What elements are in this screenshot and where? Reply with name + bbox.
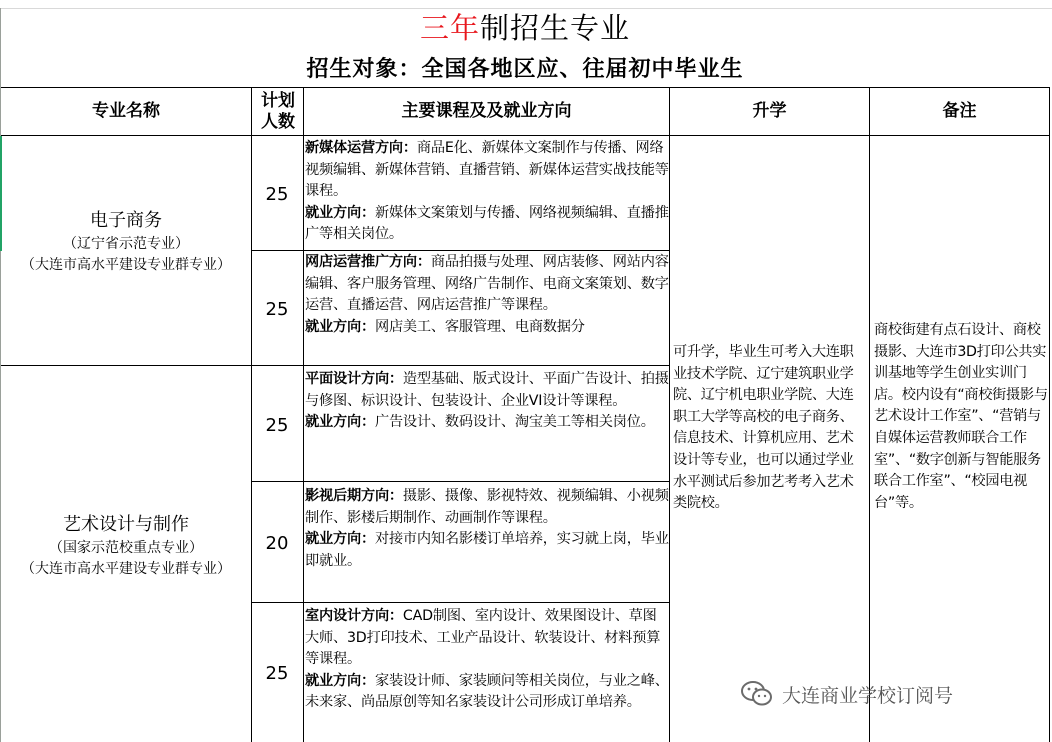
major-ecommerce xyxy=(1,208,251,276)
title-highlight: 三年 xyxy=(419,11,480,45)
wechat-watermark xyxy=(740,677,953,711)
plan-count: 20 xyxy=(265,533,289,554)
col-rule-4 xyxy=(869,87,870,742)
course-cell xyxy=(305,486,669,572)
job-label: 就业方向： xyxy=(305,531,375,548)
direction-text: 商品E化、新媒体文案制作与传播、网络视频编辑、新媒体营销、直播营销、新媒体运营实战技能等课程。 xyxy=(305,140,669,200)
direction-label: 室内设计方向： xyxy=(305,608,403,624)
direction-label: 影视后期方向： xyxy=(305,488,403,504)
major-name: 电子商务 xyxy=(90,210,162,231)
job-label: 就业方向： xyxy=(305,204,375,221)
direction-text: CAD制图、室内设计、效果图设计、草图大师、3D打印技术、工业产品设计、软装设计、材料预算等课程。 xyxy=(305,608,661,668)
direction-label: 平面设计方向： xyxy=(305,371,403,387)
direction-label: 新媒体运营方向： xyxy=(305,140,417,156)
major-name: 艺术设计与制作 xyxy=(63,514,189,535)
major-divider-rule xyxy=(1,365,670,366)
col-rule-2 xyxy=(303,87,304,742)
direction-text: 商品拍摄与处理、网店装修、网站内容编辑、客户服务管理、网络广告制作、电商文案策划、数字运营、直播运营、网店运营推广等课程。 xyxy=(305,254,669,314)
job-text: 网店美工、客服管理、电商数据分 xyxy=(374,318,585,335)
header-courses: 主要课程及及就业方向 xyxy=(401,101,572,121)
page-title xyxy=(0,8,1050,48)
direction-label: 网店运营推广方向： xyxy=(305,254,431,270)
course-cell xyxy=(305,606,669,714)
row-rule-1 xyxy=(252,250,670,251)
job-label: 就业方向： xyxy=(305,318,375,335)
course-cell xyxy=(305,252,669,338)
job-text: 新媒体文案策划与传播、网络视频编辑、直播推广等相关岗位。 xyxy=(305,204,669,243)
major-note: （大连市高水平建设专业群专业） xyxy=(21,561,231,577)
direction-text: 摄影、摄像、影视特效、视频编辑、小视频制作、影楼后期制作、动画制作等课程。 xyxy=(305,488,669,526)
plan-count: 25 xyxy=(265,184,289,205)
wechat-icon xyxy=(740,679,774,709)
major-note: （国家示范校重点专业） xyxy=(49,540,203,556)
course-cell xyxy=(305,138,669,246)
header-further-study: 升学 xyxy=(752,101,787,121)
plan-count: 25 xyxy=(265,415,289,436)
plan-count: 25 xyxy=(265,663,289,684)
header-plan: 计划人数 xyxy=(261,90,295,132)
header-remarks: 备注 xyxy=(942,101,977,121)
job-text: 广告设计、数码设计、淘宝美工等相关岗位。 xyxy=(374,414,655,431)
watermark-text: 大连商业学校订阅号 xyxy=(782,684,954,707)
course-cell xyxy=(305,369,669,434)
job-text: 对接市内知名影楼订单培养，实习就上岗，毕业即就业。 xyxy=(305,531,669,569)
col-rule-3 xyxy=(669,87,670,742)
job-label: 就业方向： xyxy=(305,672,375,689)
row-rule-3 xyxy=(252,481,670,482)
further-study-text: 可升学，毕业生可考入大连职业技术学院、辽宁建筑职业学院、辽宁机电职业学院、大连职工大学等高校的电子商务、信息技术、计算机应用、艺术设计等专业，也可以通过学业水平测试后参加艺考考入艺术类院校。 xyxy=(673,344,854,512)
job-text: 家装设计师、家装顾问等相关岗位，与业之峰、未来家、尚品原创等知名家装设计公司形成订单培养。 xyxy=(305,672,669,711)
major-note: （大连市高水平建设专业群专业） xyxy=(21,257,231,273)
row-rule-4 xyxy=(252,602,670,603)
header-major: 专业名称 xyxy=(92,101,160,121)
direction-text: 造型基础、版式设计、平面广告设计、拍摄与修图、标识设计、包装设计、企业VI设计等课程。 xyxy=(305,371,669,409)
major-note: （辽宁省示范专业） xyxy=(63,236,189,252)
plan-count: 25 xyxy=(265,299,289,320)
major-art-design xyxy=(1,512,251,580)
remarks-text: 商校街建有点石设计、商校摄影、大连市3D打印公共实训基地等学生创业实训门店。校内设有“商校街摄影与艺术设计工作室”、“营销与自媒体运营教师联合工作室”、“数字创新与智能服务联合工作室”、“校园电视台”等。 xyxy=(874,322,1048,511)
enrollment-target: 招生对象：全国各地区应、往届初中毕业生 xyxy=(306,56,744,82)
job-label: 就业方向： xyxy=(305,414,375,431)
title-rest: 制招生专业 xyxy=(480,11,631,45)
header-bottom-rule xyxy=(1,135,1050,136)
